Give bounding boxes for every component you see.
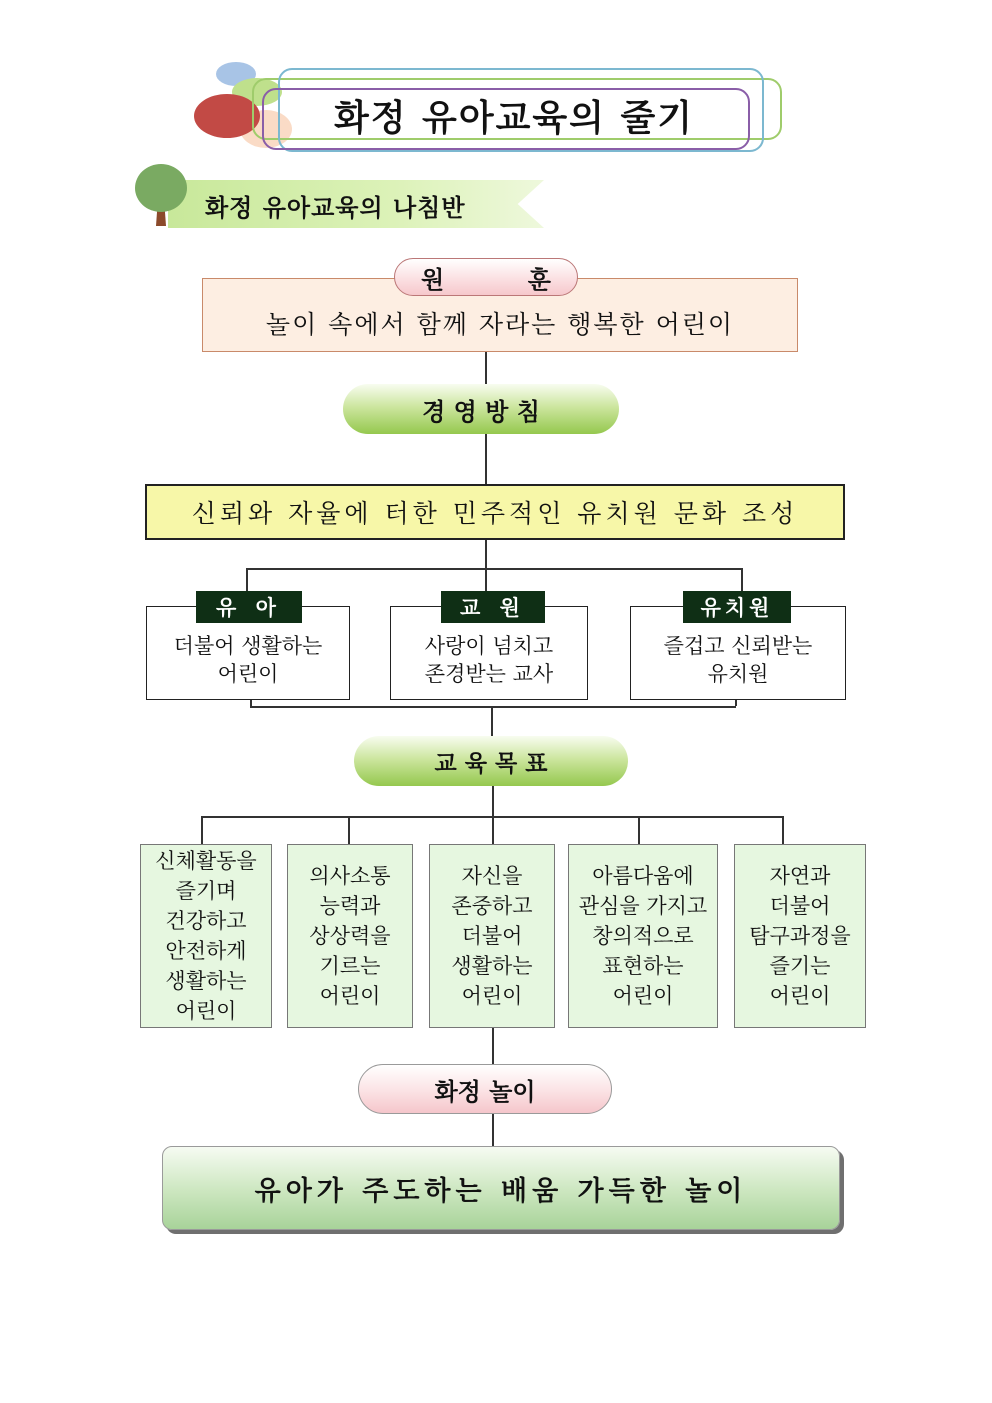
connector <box>246 568 248 592</box>
goal-line: 의사소통 <box>309 864 391 888</box>
pillar-tag-kindergarten: 유치원 <box>683 591 791 623</box>
goal-line: 표현하는 <box>602 954 684 978</box>
policy-text: 신뢰와 자율에 터한 민주적인 유치원 문화 조성 <box>191 499 799 528</box>
goal-line: 안전하게 <box>165 939 247 963</box>
goal-line: 즐기며 <box>175 879 237 903</box>
goal-line: 상상력을 <box>309 924 391 948</box>
policy-label <box>343 384 619 434</box>
goal-line: 아름다움에 <box>592 864 694 888</box>
goals-label-text: 교 육 목 표 <box>434 749 548 777</box>
connector <box>348 816 350 844</box>
goal-line: 관심을 가지고 <box>578 894 708 918</box>
connector <box>485 434 487 486</box>
goal-line: 능력과 <box>319 894 381 918</box>
motto-text: 놀이 속에서 함께 자라는 행복한 어린이 <box>265 310 735 339</box>
goal-line: 탐구과정을 <box>749 924 851 948</box>
play-label-text: 화정 놀이 <box>434 1076 536 1106</box>
connector <box>250 706 736 708</box>
goal-line: 생활하는 <box>451 954 533 978</box>
goal-line: 어린이 <box>175 999 237 1023</box>
goal-line: 즐기는 <box>769 954 831 978</box>
goals-label <box>354 736 628 786</box>
goal-line: 생활하는 <box>165 969 247 993</box>
motto-label <box>394 258 578 296</box>
connector <box>782 816 784 844</box>
goal-line: 자연과 <box>769 864 831 888</box>
goal-line: 자신을 <box>461 864 523 888</box>
connector <box>741 568 743 592</box>
pillar-line: 유치원 <box>707 662 769 686</box>
goal-line: 건강하고 <box>165 909 247 933</box>
goal-line: 더불어 <box>769 894 831 918</box>
connector <box>485 540 487 568</box>
pillar-line: 사랑이 넘치고 <box>424 634 554 658</box>
goal-box-3 <box>429 844 555 1028</box>
decor-bubble-red <box>194 94 260 138</box>
connector <box>492 1114 494 1146</box>
pillar-tag-teacher: 교 원 <box>441 591 545 623</box>
subtitle: 화정 유아교육의 나침반 <box>205 193 466 222</box>
goal-line: 신체활동을 <box>155 849 257 873</box>
connector <box>491 706 493 736</box>
goal-box-1 <box>140 844 272 1028</box>
pillar-line: 더불어 생활하는 <box>173 634 323 658</box>
goal-line: 어린이 <box>461 984 523 1008</box>
connector <box>492 1028 494 1064</box>
pillar-line: 존경받는 교사 <box>424 662 554 686</box>
play-label <box>358 1064 612 1114</box>
connector <box>638 816 640 844</box>
policy-box <box>145 484 845 540</box>
connector <box>492 816 494 844</box>
goal-line: 어린이 <box>319 984 381 1008</box>
goal-box-5 <box>734 844 866 1028</box>
connector <box>492 786 494 816</box>
goal-line: 존중하고 <box>451 894 533 918</box>
goal-box-2 <box>287 844 413 1028</box>
goal-box-4 <box>568 844 718 1028</box>
motto-label-text: 원 훈 <box>421 264 551 294</box>
connector <box>485 568 487 592</box>
pillar-line: 어린이 <box>217 662 279 686</box>
tree-icon <box>128 162 194 228</box>
goal-line: 어린이 <box>612 984 674 1008</box>
pillar-line: 즐겁고 신뢰받는 <box>663 634 813 658</box>
goal-line: 더불어 <box>461 924 523 948</box>
goal-line: 창의적으로 <box>592 924 694 948</box>
page-title: 화정 유아교육의 줄기 <box>333 97 695 139</box>
goal-line: 기르는 <box>319 954 381 978</box>
play-text: 유아가 주도하는 배움 가득한 놀이 <box>254 1175 748 1207</box>
connector <box>201 816 203 844</box>
policy-label-text: 경 영 방 침 <box>422 396 540 426</box>
connector <box>246 568 742 570</box>
pillar-tag-child: 유 아 <box>196 591 302 623</box>
play-box <box>162 1146 840 1230</box>
connector <box>485 352 487 386</box>
goal-line: 어린이 <box>769 984 831 1008</box>
